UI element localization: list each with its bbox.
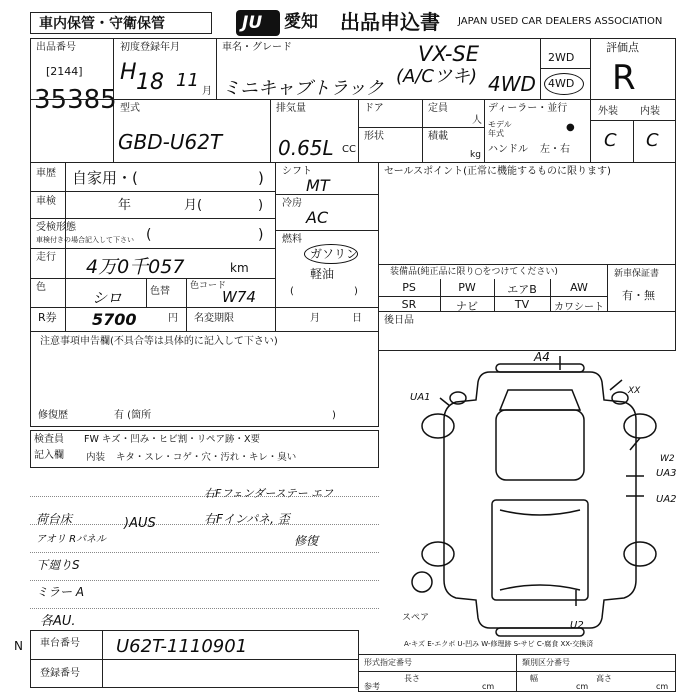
exterior-label: 外装 [598,106,618,117]
capacity-unit: 人 [472,115,482,126]
recycle-unit: 円 [168,313,178,324]
type-value: GBD-U62T [118,130,223,154]
drive-2wd: 2WD [548,51,575,64]
notes-title: 注意事項申告欄(不具合等は具体的に記入して下さい) [40,336,278,347]
lot-label: 出品番号 [36,42,76,53]
sales-point-label: セールスポイント(正常に機能するものに限ります) [384,166,611,177]
first-reg-month: 11 [176,70,199,91]
first-reg-month-unit: 月 [202,86,212,97]
spare-label: スペア [402,613,430,623]
first-reg-year: 18 [136,70,164,95]
repair-label: 修復歴 [38,410,68,421]
fuel-gas: ガソリン [310,247,359,261]
model-name: ミニキャブトラック [222,78,384,99]
history-label: 車歴 [36,168,56,179]
interior-grade: C [646,130,659,151]
dealer-label: ディーラー・並行 [488,103,568,114]
inspection-month: 月( [184,198,203,213]
after-label: 後日品 [384,315,414,326]
after-frame [378,311,676,351]
mark-top-right: XX [628,386,641,396]
inspection-label: 車検 [36,196,56,207]
history-close: ) [258,169,264,187]
recycle-label: R券 [38,311,57,324]
name-change-month: 月 [310,313,320,324]
color-change-label: 色替 [150,286,170,297]
lot-number: 35385 [34,85,117,115]
inspector-row1: FW キズ・凹み・ヒビ割・リペア跡・X要 [84,434,261,445]
color-label: 色 [36,282,46,293]
mileage-unit: km [230,261,249,275]
repair-close: ) [332,410,336,421]
exterior-grade: C [604,130,617,151]
equip-sr: SR [401,298,417,311]
history-value: 自家用・( [72,169,138,187]
note-line6: 下廻りS [36,558,80,572]
eval-label: 評価点 [606,41,639,54]
storage-label-box [30,12,212,34]
model-label: 車名・グレード [222,42,292,53]
receipt-note: 車検付きの場合記入して下さい [36,236,134,244]
name-change-day: 日 [352,313,362,324]
displacement-value: 0.65L [278,136,334,160]
shift-value: MT [306,176,330,195]
fuel-dot2: ) [354,286,358,297]
equip-navi: ナビ [456,300,478,313]
fuel-diesel: 軽油 [310,267,335,281]
windshield [500,390,580,410]
color-value: シロ [92,289,123,307]
spare-tire [412,572,432,592]
interior-label: 内装 [640,106,660,117]
handle-label: ハンドル [488,144,528,155]
receipt-close: ) [258,227,264,243]
equip-airbag: エアB [507,283,537,296]
lot-bracket: [2144] [46,65,83,78]
first-reg-era: H [120,60,137,85]
mark-left: UA1 [410,392,431,403]
warranty-label: 新車保証書 [614,269,660,279]
inspection-year: 年 [118,198,132,213]
footer-height: 高さ [596,674,612,683]
wheel-rear-right [624,542,656,566]
fuel-dot1: ( [290,286,294,297]
side-mark: N [14,639,23,653]
note-line5: 修復 [294,534,319,548]
storage-label: 車内保管・守衛保管 [39,16,165,32]
ac-label: 冷房 [282,198,302,209]
mileage-value: 4万0千057 [86,256,185,278]
form-title: 出品申込書 [340,10,440,34]
mark-bottom: U2 [570,620,584,631]
drive-4wd: 4WD [548,77,575,90]
mark-right1: W2 [660,454,675,464]
equip-aw: AW [570,281,588,294]
footer-width: 幅 [530,674,538,683]
grade-note: (A/Cツキ) [396,66,477,87]
model-year-label: モデル年式 [488,120,512,138]
drive-hand: 4WD [488,72,536,96]
form-subtitle: JAPAN USED CAR DEALERS ASSOCIATION [458,16,663,27]
footer-label2: 類別区分番号 [522,658,570,667]
equip-leather: カワシート [554,302,604,313]
note-line4: 右Fインパネ, 歪 [204,512,290,526]
brand-logo-text: JU [242,13,263,33]
note-line7: ミラー A [36,585,85,599]
receipt-open: ( [146,227,152,243]
note-line1: 右Fフェンダーステー エフ [204,487,334,500]
note-line2: 荷台床 [36,512,73,526]
recycle-value: 5700 [92,310,137,329]
footer-length-unit: cm [482,682,495,691]
mark-top: A4 [534,350,550,364]
note-line3-note: )AUS [124,516,156,531]
footer-note: 参考 [364,682,380,691]
footer-length: 長さ [404,674,420,683]
mark-right3: UA2 [656,494,677,505]
footer-label1: 形式指定番号 [364,658,412,667]
wheel-front-left [422,414,454,438]
first-reg-label: 初度登録年月 [120,42,180,53]
note-line3: アオリ Rパネル [36,534,107,545]
inspection-close: ) [258,198,264,213]
brand-logo [236,10,280,36]
load-label: 積載 [428,131,448,142]
mark-right2: UA3 [656,468,677,479]
receipt-label: 受検形態 [36,222,76,233]
inspector-row2-label: 内装 [86,452,106,463]
mileage-label: 走行 [36,252,56,263]
fuel-gas-circle [304,244,358,264]
chassis-label: 車台番号 [40,638,80,649]
displacement-unit: CC [342,144,356,155]
inspector-label1: 検査員 [34,434,64,445]
note-line8: 各AU. [40,614,76,629]
inspector-row2: キタ・スレ・コゲ・穴・汚れ・キレ・臭い [116,452,297,463]
wheel-front-right [624,414,656,438]
ac-value: AC [306,208,329,227]
grade: VX-SE [418,42,480,66]
reg-label: 登録番号 [40,668,80,679]
wheel-rear-left [422,542,454,566]
equip-ps: PS [402,281,416,294]
color-code-label: 色コード [190,281,227,291]
name-change-label: 名変期限 [194,313,234,324]
drive-4wd-circle [544,73,584,95]
chassis-value: U62T-1110901 [116,636,248,657]
fuel-label: 燃料 [282,234,302,245]
warranty-options: 有・無 [622,289,655,302]
displacement-label: 排気量 [276,103,306,114]
inspector-label2: 記入欄 [34,450,64,461]
model-year-dot: ● [566,122,575,133]
eval-score: R [612,58,636,98]
cab-roof [496,410,584,480]
handle-options: 左・右 [540,144,570,155]
footer-width-unit: cm [576,682,589,691]
equipment-title: 装備品(純正品に限り○をつけてください) [390,267,558,277]
load-unit: kg [470,150,481,160]
color-code-value: W74 [222,288,256,306]
equip-tv: TV [514,298,530,311]
equip-pw: PW [458,281,476,294]
type-label: 型式 [120,103,140,114]
shift-label: シフト [282,166,312,177]
damage-legend: A-キズ E-エクボ U-凹み W-修理跡 S-サビ C-腐食 XX-交換済 [404,640,594,648]
brand-region: 愛知 [284,12,318,32]
shape-label: 形状 [364,131,384,142]
repair-value: 有 (箇所 [114,410,152,421]
capacity-label: 定員 [428,103,448,114]
footer-height-unit: cm [656,682,669,691]
doors-label: ドア [364,103,384,114]
